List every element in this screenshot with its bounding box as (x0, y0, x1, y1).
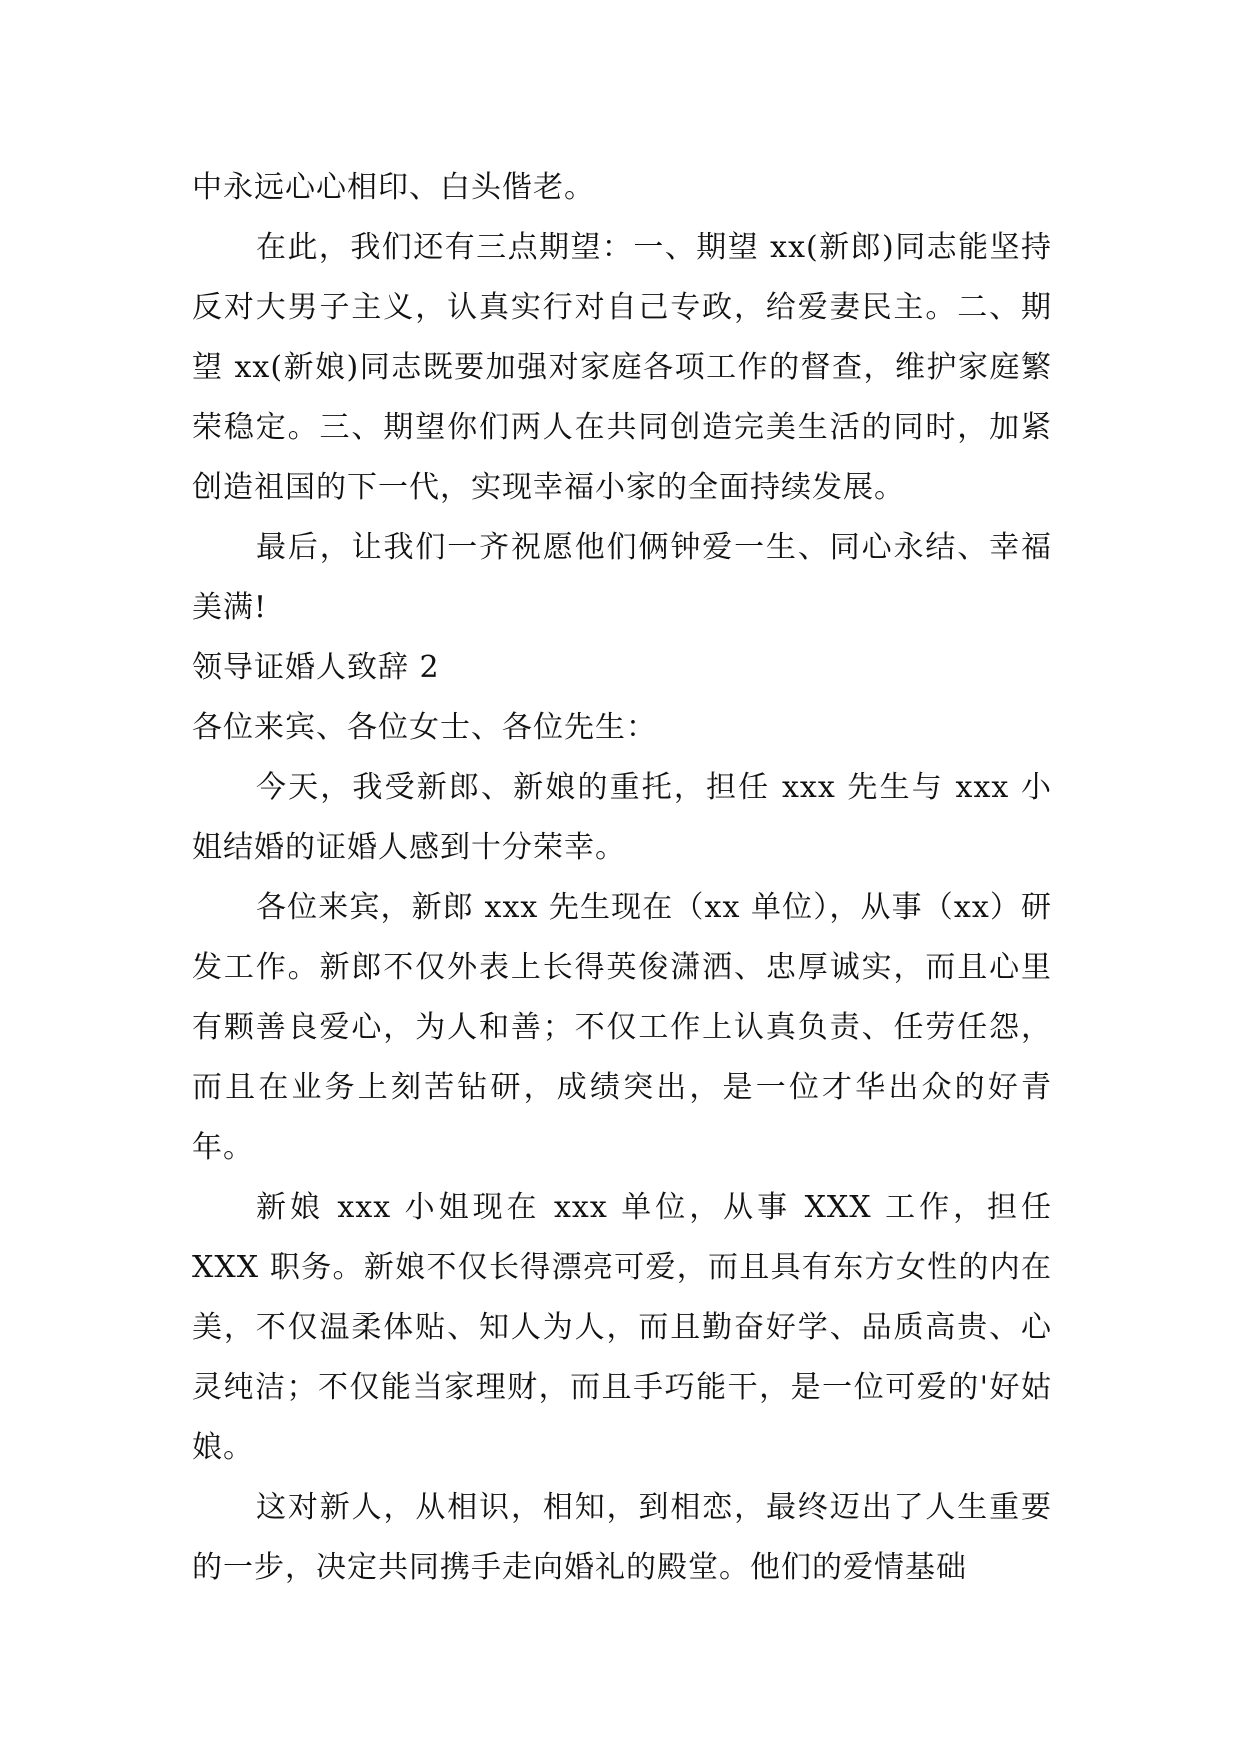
paragraph-1: 中永远心心相印、白头偕老。 (192, 170, 595, 205)
section-heading: 领导证婚人致辞 2 (192, 650, 440, 685)
paragraph-groom: 各位来宾，新郎 xxx 先生现在（xx 单位），从事（xx）研发工作。新郎不仅外表上长得英俊潇洒、忠厚诚实，而且心里有颗善良爱心，为人和善；不仅工作上认真负责、任劳任怨，而且在业务上刻苦钻研，成绩突出，是一位才华出众的好青年。 (192, 890, 1052, 1165)
paragraph-bride: 新娘 xxx 小姐现在 xxx 单位，从事 XXX 工作，担任 XXX 职务。新娘不仅长得漂亮可爱，而且具有东方女性的内在美，不仅温柔体贴、知人为人，而且勤奋好学、品质高贵、心灵纯洁；不仅能当家理财，而且手巧能干，是一位可爱的'好姑娘。 (192, 1190, 1052, 1465)
paragraph-couple: 这对新人，从相识，相知，到相恋，最终迈出了人生重要的一步，决定共同携手走向婚礼的殿堂。他们的爱情基础 (192, 1490, 1052, 1585)
salutation: 各位来宾、各位女士、各位先生： (192, 710, 657, 745)
paragraph-introduction: 今天，我受新郎、新娘的重托，担任 xxx 先生与 xxx 小姐结婚的证婚人感到十分荣幸。 (192, 770, 1052, 865)
paragraph-expectations: 在此，我们还有三点期望：一、期望 xx(新郎)同志能坚持反对大男子主义，认真实行对自己专政，给爱妻民主。二、期望 xx(新娘)同志既要加强对家庭各项工作的督查，维护家庭繁荣稳定。三、期望你们两人在共同创造完美生活的同时，加紧创造祖国的下一代，实现幸福小家的全面持续发展。 (192, 230, 1052, 505)
paragraph-blessing: 最后，让我们一齐祝愿他们俩钟爱一生、同心永结、幸福美满! (192, 530, 1052, 625)
document-page (192, 158, 1052, 1598)
